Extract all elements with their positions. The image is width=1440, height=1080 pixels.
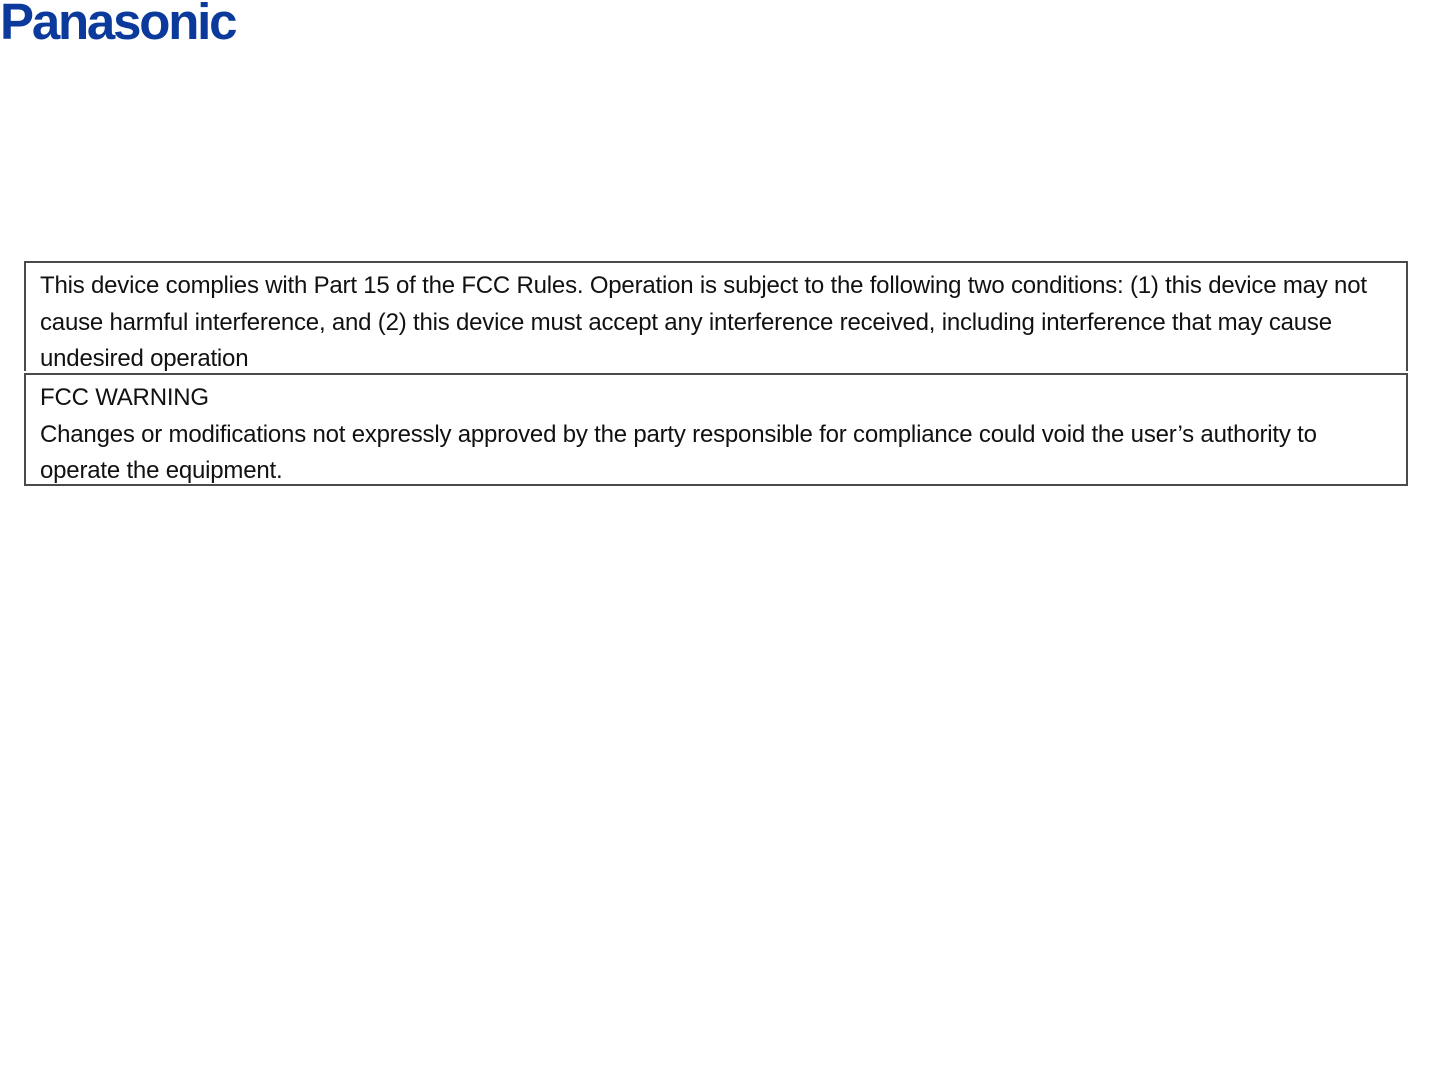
fcc-warning-text: Changes or modifications not expressly approved by the party responsible for compliance could void the user’s authority to operate the equipment. [40, 420, 1317, 484]
compliance-statement-box [24, 261, 1408, 371]
panasonic-logo: Panasonic [0, 0, 236, 50]
compliance-statement: This device complies with Part 15 of the FCC Rules. Operation is subject to the following two conditions: (1) this device may not cause harmful interference, and (2) this device must accept any interference received, including interference that may cause undesired operation [40, 272, 1367, 372]
fcc-notice [24, 261, 1408, 486]
fcc-warning-box [24, 373, 1408, 486]
fcc-warning-heading: FCC WARNING [40, 384, 209, 411]
